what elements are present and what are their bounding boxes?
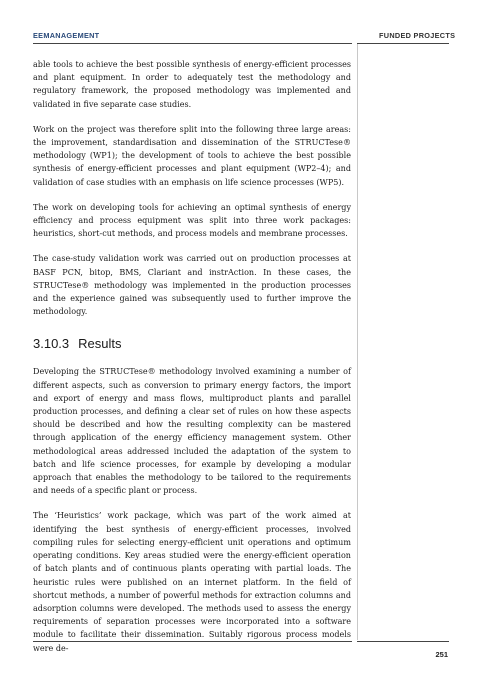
page-number: 251 bbox=[435, 650, 448, 659]
body-paragraph: able tools to achieve the best possible synthesis of energy-efficient processes and plant equipment. In order to adequately test the methodology and regulatory framework, the proposed methodology was implemented and validated in five separate case studies. bbox=[33, 60, 351, 109]
body-paragraph: Developing the STRUCTese® methodology involved examining a number of different aspects, such as conversion to primary energy factors, the import and export of energy and mass flows, multiproduct plants and parallel production processes, and defining a clear set of rules on how these aspects should be described and how the resulting complexity can be mastered through application of the energy efficiency management system. Other methodological areas addressed included the adaptation of the system to batch and life science processes, for example by developing a modular approach that enables the methodology to be tailored to the requirements and needs of a specific plant or process. bbox=[33, 367, 351, 496]
body-paragraph: The work on developing tools for achieving an optimal synthesis of energy efficiency and process equipment was split into three work packages: heuristics, short-cut methods, and process models and membrane processes. bbox=[33, 202, 351, 239]
running-header-right: FUNDED PROJECTS bbox=[379, 31, 456, 40]
header-rule-sidebar bbox=[357, 43, 449, 44]
body-paragraph: Work on the project was therefore split into the following three large areas: the improvement, standardisation and dissemination of the STRUCTese® methodology (WP1); the development of tools to achieve the best possible synthesis of energy-efficient processes and plant equipment (WP2–4); and validation of case studies with an emphasis on life science processes (WP5). bbox=[33, 124, 351, 187]
section-number: 3.10.3 bbox=[33, 336, 70, 352]
body-paragraph: The case-study validation work was carried out on production processes at BASF PCN, bitop, BMS, Clariant and instrAction. In these cases, the STRUCTese® methodology was implemented in the production processes and the experience gained was subsequently used to further improve the methodology. bbox=[33, 254, 351, 317]
section-title: Results bbox=[78, 336, 122, 352]
main-text-column bbox=[33, 58, 351, 667]
body-paragraph: The ‘Heuristics’ work package, which was part of the work aimed at identifying the best synthesis of energy-efficient processes, involved compiling rules for selecting energy-efficient unit operations and optimum operating conditions. Key areas studied were the energy-efficient operation of batch plants and of continuous plants operating with partial loads. The heuristic rules were published on an internet platform. In the field of shortcut methods, a number of powerful methods for extraction columns and adsorption columns were developed. The methods used to assess the energy requirements of separation processes were incorporated into a software module to facilitate their dissemination. Suitably rigorous process models were de- bbox=[33, 511, 351, 653]
header-rule-main bbox=[33, 43, 352, 44]
section-heading bbox=[33, 336, 351, 351]
footer-rule-sidebar bbox=[357, 641, 449, 642]
running-header-left: EEMANAGEMENT bbox=[33, 31, 100, 40]
sidebar-divider bbox=[357, 44, 358, 640]
footer-rule-main bbox=[33, 641, 352, 642]
